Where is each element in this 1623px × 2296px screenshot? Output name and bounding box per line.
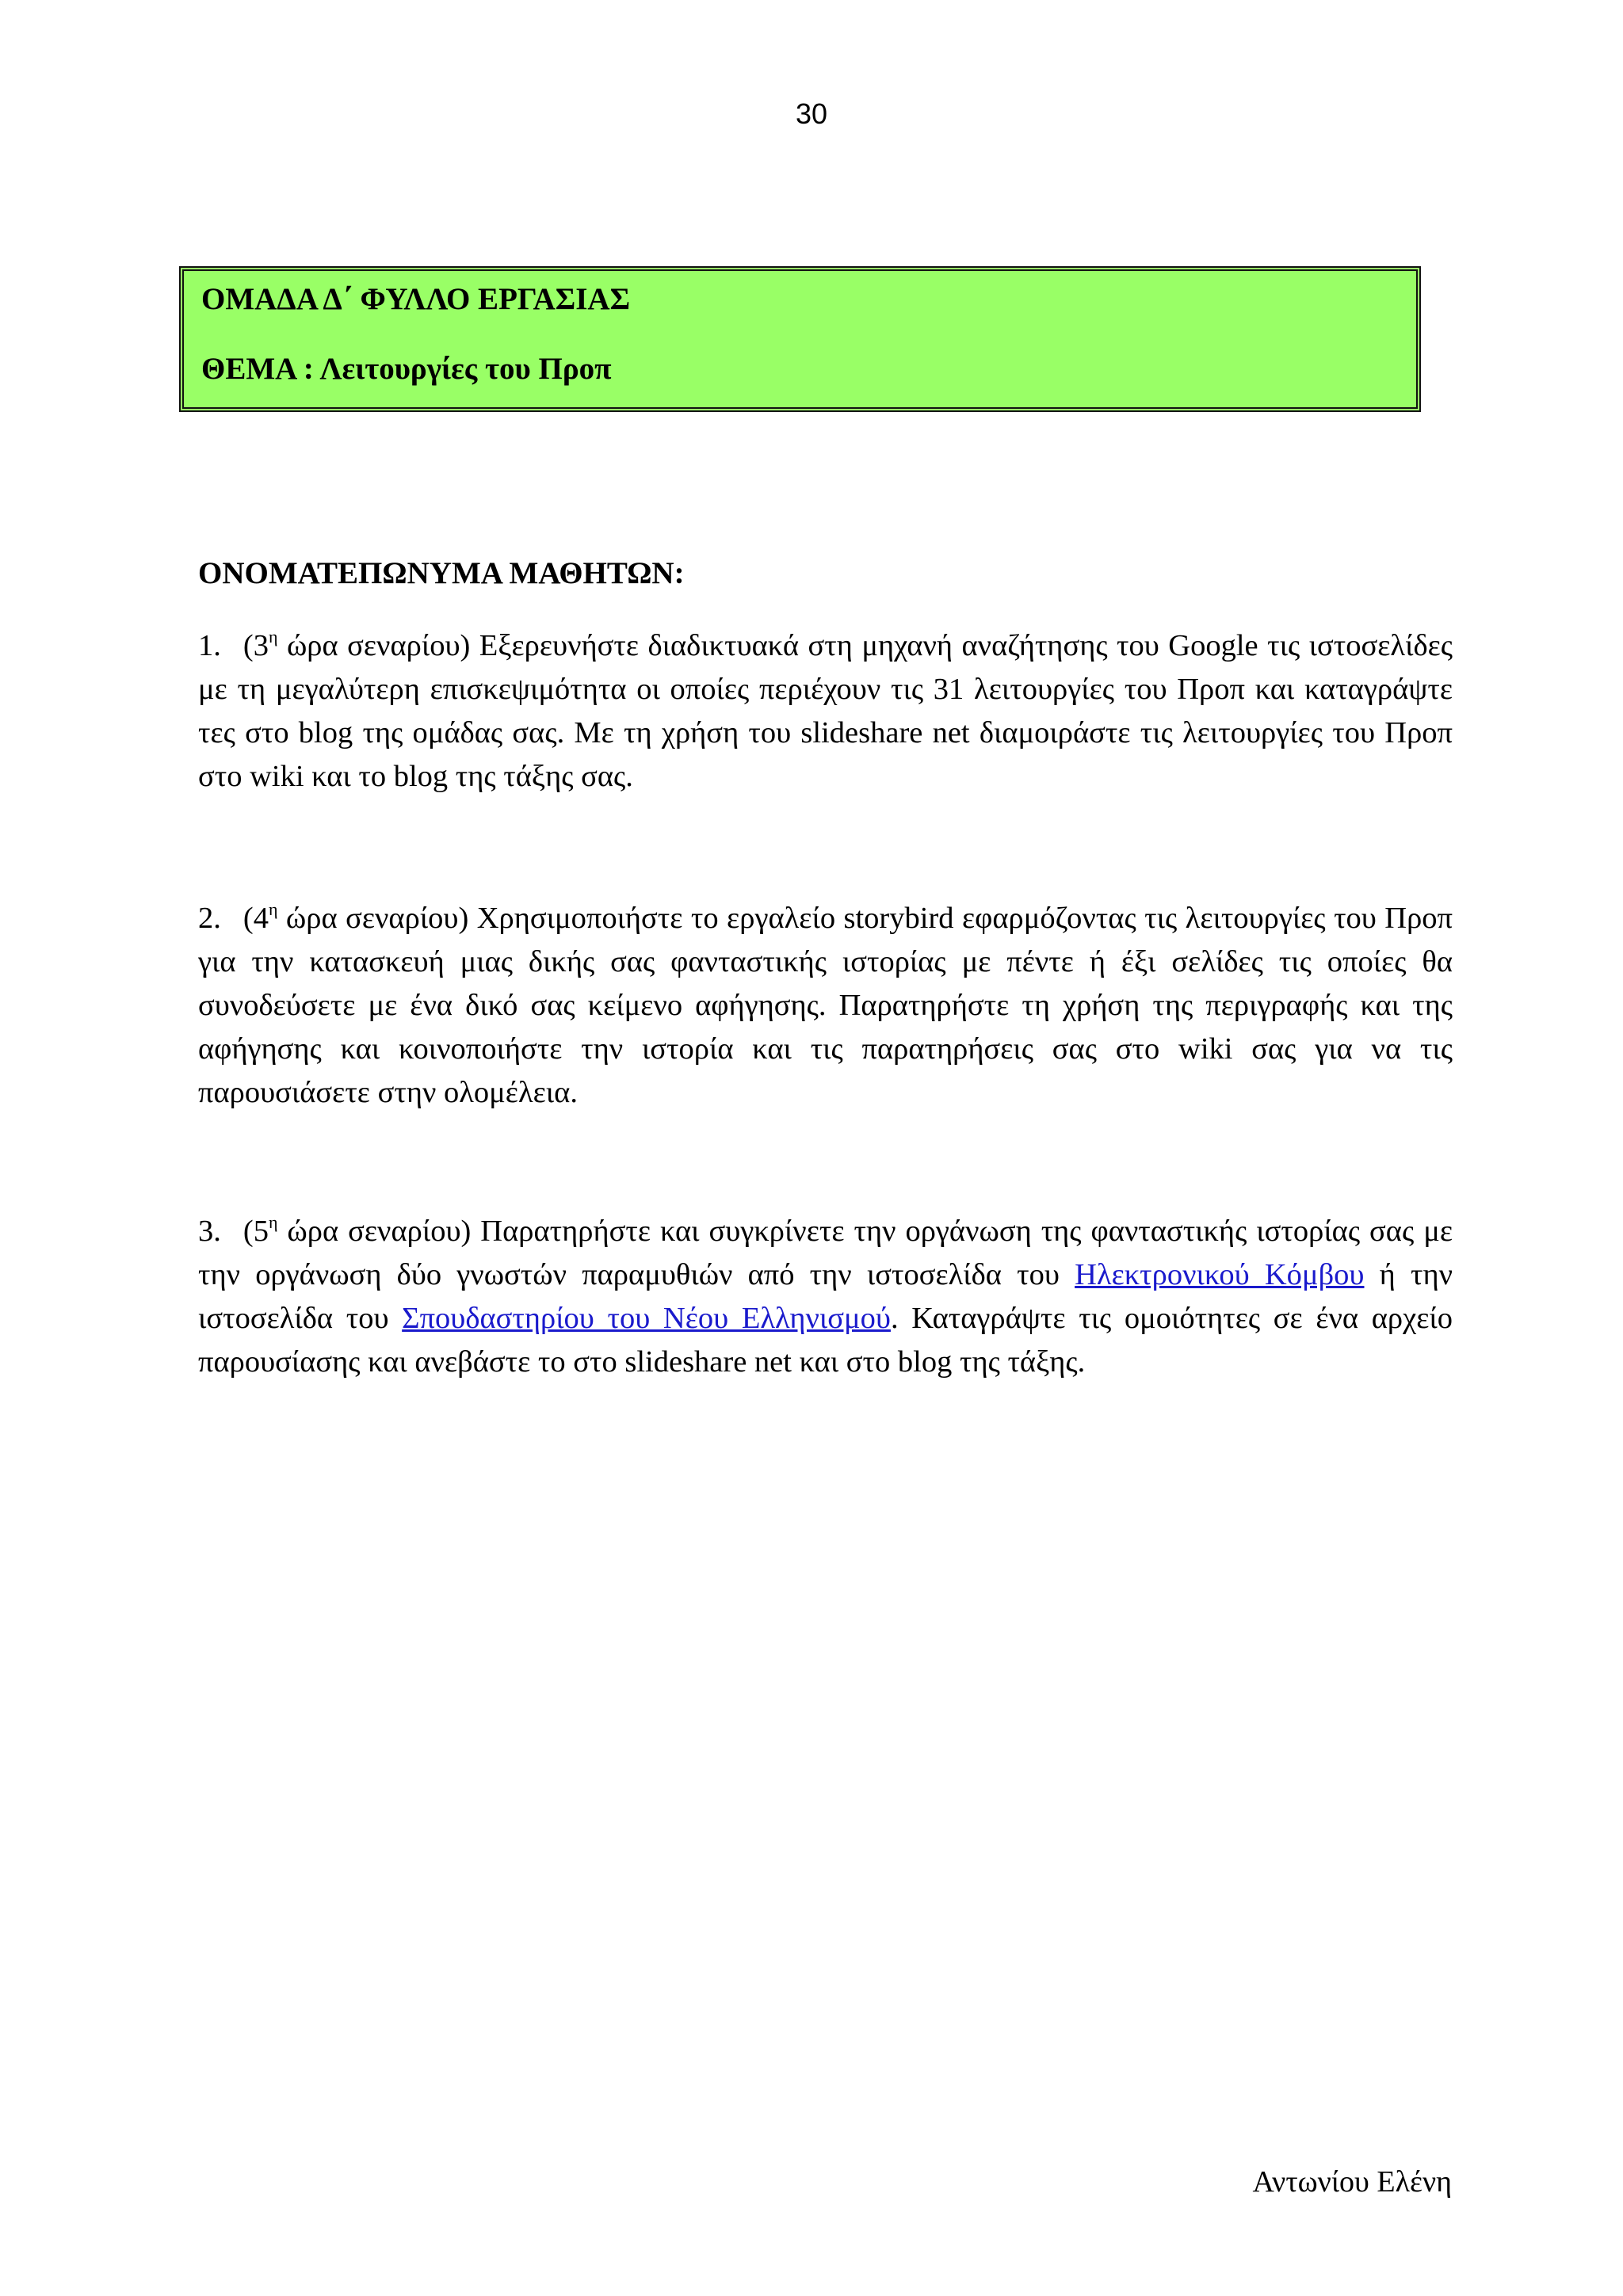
task-number: 2. — [198, 902, 221, 935]
task-text: ώρα σεναρίου) Χρησιμοποιήστε το εργαλείο storybird εφαρμόζοντας τις λειτουργίες του Προπ για την κατασκευή μιας δικής σας φανταστικής ιστορίας με πέντε ή έξι σελίδες τις οποίες θα συνοδεύσετε με ένα δικό σας κείμενο αφήγησης. Παρατηρήστε τη χρήση της περιγραφής και της αφήγησης και κοινοποιήστε την ιστορία και τις παρατηρήσεις σας στο wiki σας για να τις παρουσιάσετε στην ολομέλεια. — [198, 902, 1453, 1109]
task-text-part-1: ώρα σεναρίου) Παρατηρήστε και συγκρίνετε την οργάνωση της φανταστικής ιστορίας σας με την οργάνωση δύο γνωστών παραμυθιών από την ιστοσελίδα του — [198, 1215, 1453, 1291]
task-superscript: η — [268, 1212, 278, 1232]
task-text: ώρα σεναρίου) Εξερευνήστε διαδικτυακά στη μηχανή αναζήτησης του Google τις ιστοσελίδες με τη μεγαλύτερη επισκεψιμότητα οι οποίες περιέχουν τις 31 λειτουργίες του Προπ και καταγράψτε τες στο blog της ομάδας σας. Με τη χρήση του slideshare net διαμοιράστε τις λειτουργίες του Προπ στο wiki και το blog της τάξης σας. — [198, 629, 1453, 793]
footer-author: Αντωνίου Ελένη — [1252, 2165, 1452, 2199]
students-names-label: ΟΝΟΜΑΤΕΠΩΝΥΜΑ ΜΑΘΗΤΩΝ: — [198, 556, 685, 590]
page-number: 30 — [795, 97, 828, 130]
task-1 — [198, 624, 1453, 799]
link-electronic-node[interactable]: Ηλεκτρονικού Κόμβου — [1075, 1258, 1365, 1291]
task-3 — [198, 1210, 1453, 1384]
worksheet-topic: ΘΕΜΑ : Λειτουργίες του Προπ — [201, 352, 612, 386]
task-lead: (3 — [242, 629, 269, 662]
task-number: 3. — [198, 1215, 221, 1248]
task-text-part-3: . Καταγράψτε τις ομοιότητες σε ένα αρχείο παρουσίασης και ανεβάστε το στο slideshare net και στο blog της τάξης. — [198, 1302, 1453, 1379]
task-lead: (4 — [242, 902, 269, 935]
task-2 — [198, 897, 1453, 1115]
task-lead: (5 — [242, 1215, 269, 1248]
link-modern-hellenism-study[interactable]: Σπουδαστηρίου του Νέου Ελληνισμού — [402, 1302, 891, 1335]
worksheet-title: ΟΜΑΔΑ Δ΄ ΦΥΛΛΟ ΕΡΓΑΣΙΑΣ — [201, 282, 631, 316]
task-superscript: η — [268, 627, 278, 646]
task-number: 1. — [198, 629, 221, 662]
worksheet-header-box — [179, 266, 1421, 412]
task-superscript: η — [268, 899, 278, 919]
task-text-part-2: ή την ιστοσελίδα του — [198, 1258, 1453, 1335]
